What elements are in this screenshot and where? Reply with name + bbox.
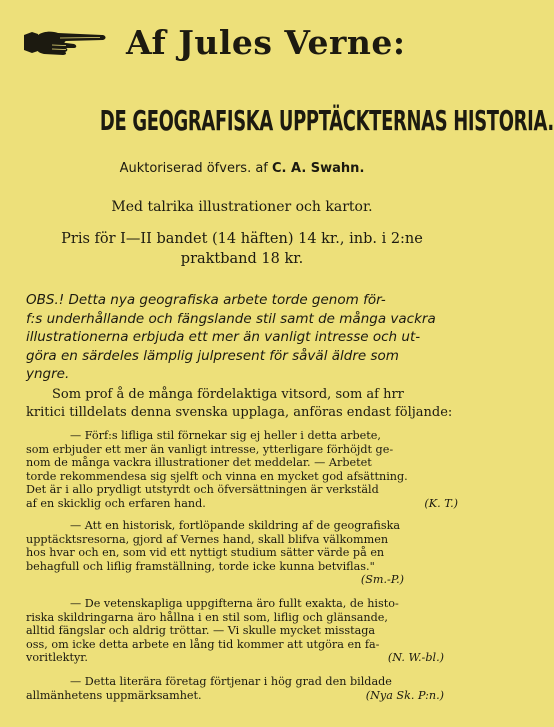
illustrations-line: Med talrika illustrationer och kartor. bbox=[111, 199, 373, 215]
quote-source: (K. T.) bbox=[424, 496, 458, 510]
quote-line: — Detta literära företag förtjenar i hög grad den bildade bbox=[70, 675, 392, 688]
price-line-1: Pris för I—II bandet (14 häften) 14 kr., inb. i 2:ne bbox=[61, 231, 423, 247]
quote-line bbox=[26, 651, 466, 665]
quote-text: af en skicklig och erfaren hand. bbox=[26, 496, 206, 510]
intro-line: kritici tilldelats denna svenska upplaga, anföras endast följande: bbox=[26, 404, 453, 420]
pointing-hand-icon bbox=[22, 27, 108, 57]
quote-line: riska skildringarna äro hållna i en stil som, liflig och glänsande, bbox=[26, 610, 388, 624]
quote-line: nom de många vackra illustrationer det meddelar. — Arbetet bbox=[26, 456, 372, 470]
quote-source: (Sm.-P.) bbox=[360, 573, 404, 587]
intro-paragraph bbox=[26, 386, 466, 421]
review-quote bbox=[26, 675, 466, 702]
quote-source: (Nya Sk. P:n.) bbox=[365, 688, 444, 702]
obs-line: yngre. bbox=[26, 366, 70, 382]
quote-line: Det är i allo prydligt utstyrdt och öfversättningen är verkstäld bbox=[26, 483, 379, 497]
price-line-2: praktband 18 kr. bbox=[180, 251, 304, 267]
quote-line: som erbjuder ett mer än vanligt intresse, ytterligare förhöjdt ge- bbox=[26, 442, 394, 456]
intro-line: Som prof å de många fördelaktiga vitsord, som af hrr bbox=[52, 387, 404, 402]
quote-line: — Att en historisk, fortlöpande skildring af de geografiska bbox=[70, 519, 401, 532]
quote-text: allmänhetens uppmärksamhet. bbox=[26, 688, 202, 702]
author-heading: Af Jules Verne: bbox=[126, 22, 406, 62]
book-title: DE GEOGRAFISKA UPPTÄCKTERNAS HISTORIA. bbox=[99, 104, 554, 137]
translator-prefix: Auktoriserad öfvers. af bbox=[119, 161, 268, 176]
quote-line: — De vetenskapliga uppgifterna äro fullt exakta, de histo- bbox=[70, 597, 399, 610]
quote-line bbox=[26, 689, 466, 703]
review-quote bbox=[26, 519, 466, 587]
header bbox=[22, 14, 462, 70]
obs-line: f:s underhållande och fängslande stil samt de många vackra bbox=[26, 310, 436, 327]
quote-line: behagfull och liflig framställning, torde icke kunna betviflas." bbox=[26, 559, 375, 573]
quote-source: (N. W.-bl.) bbox=[387, 651, 444, 665]
obs-paragraph bbox=[26, 291, 466, 384]
obs-line: OBS.! Detta nya geografiska arbete torde genom för- bbox=[26, 292, 386, 308]
quote-text: voritlektyr. bbox=[26, 651, 88, 665]
translator-name: C. A. Swahn. bbox=[272, 161, 365, 176]
quote-line: — Förf:s lifliga stil förnekar sig ej heller i detta arbete, bbox=[70, 429, 381, 442]
translator-line bbox=[10, 161, 474, 176]
obs-line: göra en särdeles lämplig julpresent för såväl äldre som bbox=[26, 347, 399, 364]
quote-line: hos hvar och en, som vid ett nyttigt studium sätter värde på en bbox=[26, 546, 385, 560]
review-quote bbox=[26, 429, 466, 511]
review-quote bbox=[26, 597, 466, 665]
quote-line: upptäcktsresorna, gjord af Vernes hand, skall blifva välkommen bbox=[26, 532, 389, 546]
quote-line bbox=[26, 497, 466, 511]
quote-line: oss, om icke detta arbete en lång tid kommer att utgöra en fa- bbox=[26, 637, 380, 651]
quote-line: torde rekommendesa sig sjelft och vinna en mycket god afsättning. bbox=[26, 469, 408, 483]
obs-line: illustrationerna erbjuda ett mer än vanligt intresse och ut- bbox=[26, 329, 421, 345]
quote-line: alltid fängslar och aldrig tröttar. — Vi skulle mycket misstaga bbox=[26, 624, 376, 638]
